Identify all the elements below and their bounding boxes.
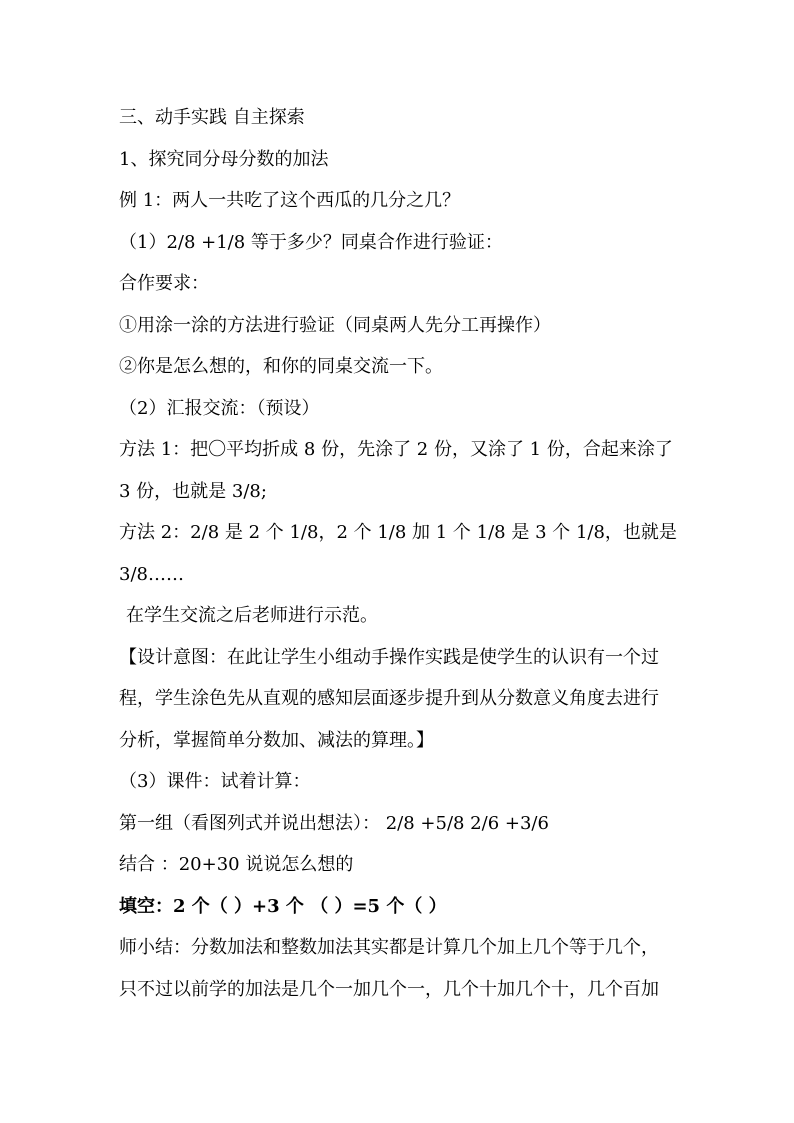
method-2-line-1: 方法 2：2/8 是 2 个 1/8，2 个 1/8 加 1 个 1/8 是 3 个 1/8，也就是 [119,522,677,543]
step-2-heading: （2）汇报交流：（预设） [119,398,320,419]
fill-in-blank: 填空：2 个（ ）+3 个 （ ）=5 个（ ） [119,896,447,917]
group-1-exercise: 第一组（看图列式并说出想法）： 2/8 +5/8 2/6 +3/6 [119,813,549,834]
combine-example: 结合 ：20+30 说说怎么想的 [119,854,354,875]
step-3-heading: （3）课件：试着计算： [119,771,311,792]
teacher-demo-note: 在学生交流之后老师进行示范。 [126,605,378,626]
design-intent-line-1: 【设计意图：在此让学生小组动手操作实践是使学生的认识有一个过 [119,647,659,668]
method-2-line-2: 3/8…… [119,564,184,585]
cooperation-requirements-label: 合作要求： [119,273,209,294]
method-1-line-1: 方法 1：把〇平均折成 8 份，先涂了 2 份，又涂了 1 份，合起来涂了 [119,439,673,460]
design-intent-line-2: 程，学生涂色先从直观的感知层面逐步提升到从分数意义角度去进行 [119,688,659,709]
step-1-question: （1）2/8 +1/8 等于多少？同桌合作进行验证： [119,232,503,253]
example-question: 例 1：两人一共吃了这个西瓜的几分之几？ [119,190,461,211]
subsection-heading: 1、探究同分母分数的加法 [119,149,329,170]
design-intent-line-3: 分析，掌握简单分数加、减法的算理。】 [119,730,434,751]
method-1-line-2: 3 份，也就是 3/8; [119,481,267,502]
section-heading: 三、动手实践 自主探索 [119,107,305,128]
teacher-summary-line-1: 师小结：分数加法和整数加法其实都是计算几个加上几个等于几个， [119,937,659,958]
teacher-summary-line-2: 只不过以前学的加法是几个一加几个一，几个十加几个十，几个百加 [119,979,659,1000]
requirement-item-2: ②你是怎么想的，和你的同桌交流一下。 [119,356,443,377]
requirement-item-1: ①用涂一涂的方法进行验证（同桌两人先分工再操作） [119,315,551,336]
